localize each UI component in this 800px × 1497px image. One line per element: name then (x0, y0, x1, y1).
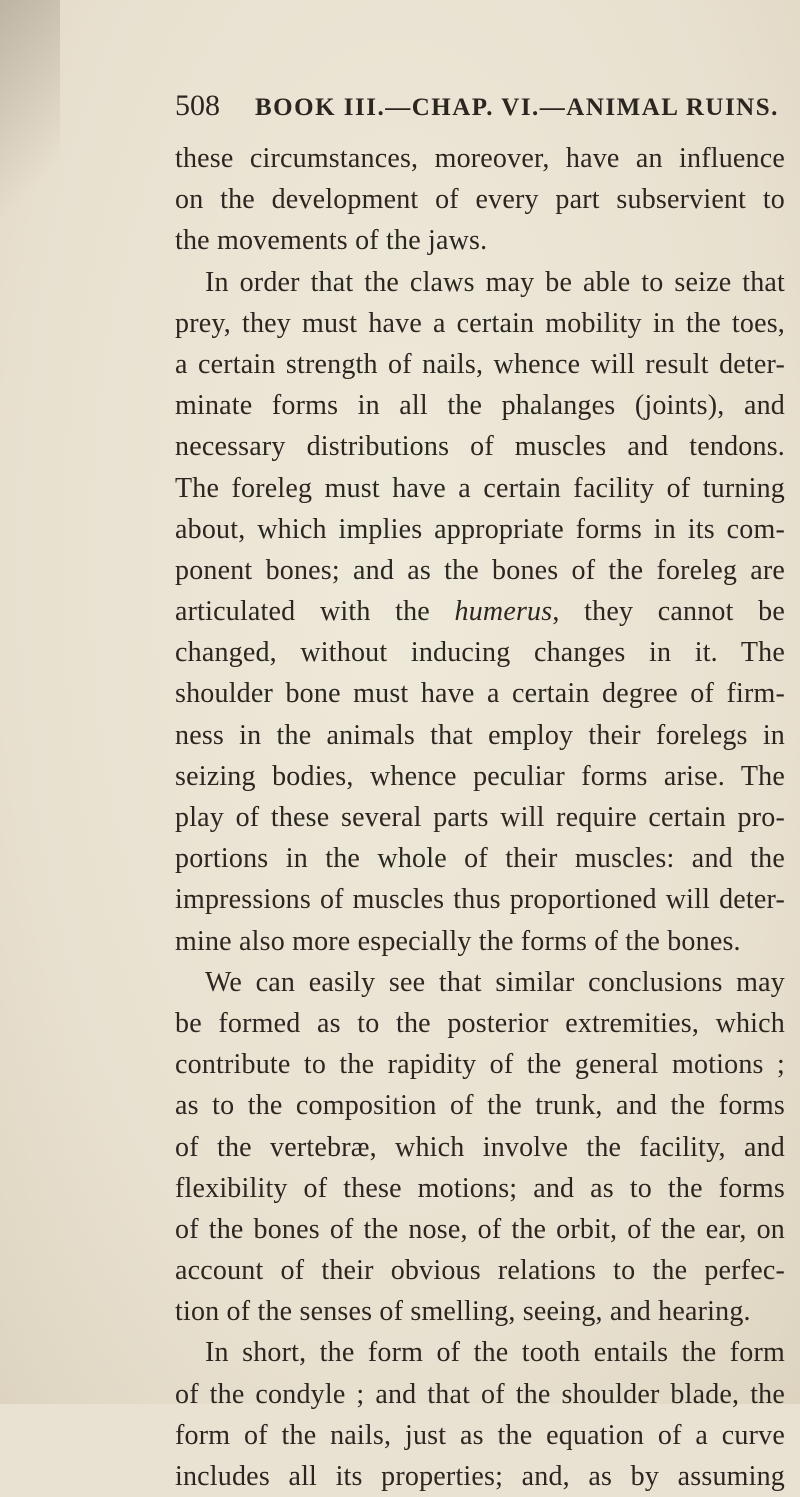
text-line: prey, they must have a certain mobility in the toes, (175, 307, 785, 339)
text-line: form of the nails, just as the equation of a curve (175, 1419, 785, 1451)
text-line: of the vertebræ, which involve the facility, and (175, 1131, 785, 1163)
text-line: In order that the claws may be able to seize that (205, 266, 785, 298)
body-text (175, 138, 785, 1497)
text-line: on the development of every part subservient to (175, 184, 785, 216)
text-line: includes all its properties; and, as by assuming (175, 1461, 785, 1492)
running-head (175, 86, 795, 126)
text-line: seizing bodies, whence peculiar forms arise. The (175, 760, 785, 792)
text-line: mine also more especially the forms of the bones. (175, 925, 741, 957)
text-line: shoulder bone must have a certain degree of firm- (175, 678, 785, 710)
text-line: necessary distributions of muscles and tendons. (175, 431, 785, 463)
italic-term: humerus (454, 596, 553, 628)
text-line: as to the composition of the trunk, and the forms (175, 1090, 785, 1122)
text-line: of the condyle ; and that of the shoulder blade, the (175, 1378, 785, 1410)
text-line: about, which implies appropriate forms in its com- (175, 513, 785, 545)
text-line: account of their obvious relations to the perfec- (175, 1255, 785, 1287)
text-line: articulated with the humerus, they cannot be (175, 596, 785, 628)
text-line: In short, the form of the tooth entails the form (205, 1337, 785, 1369)
text-line: be formed as to the posterior extremities, which (175, 1007, 785, 1039)
text-line: play of these several parts will require certain pro- (175, 802, 785, 833)
page-edge-shadow (0, 0, 60, 260)
text-line: The foreleg must have a certain facility of turning (175, 472, 785, 504)
text-line: a certain strength of nails, whence will result deter- (175, 348, 785, 380)
text-line: impressions of muscles thus proportioned will deter- (175, 884, 785, 916)
text-line: portions in the whole of their muscles: and the (175, 843, 785, 875)
text-line: of the bones of the nose, of the orbit, of the ear, on (175, 1213, 785, 1245)
text-line: tion of the senses of smelling, seeing, and hearing. (175, 1296, 751, 1328)
page-number: 508 (175, 89, 220, 122)
text-line: ness in the animals that employ their forelegs in (175, 719, 785, 751)
text-line: minate forms in all the phalanges (joints), and (175, 390, 785, 422)
text-line: contribute to the rapidity of the general motions ; (175, 1049, 785, 1081)
chapter-heading: BOOK III.—CHAP. VI.—ANIMAL RUINS. (255, 94, 779, 121)
text-line: flexibility of these motions; and as to the forms (175, 1172, 785, 1204)
text-line: ponent bones; and as the bones of the foreleg are (175, 554, 785, 586)
text-line: changed, without inducing changes in it. The (175, 637, 785, 669)
text-line: We can easily see that similar conclusions may (205, 966, 785, 998)
text-line: these circumstances, moreover, have an influence (175, 143, 785, 174)
text-line: the movements of the jaws. (175, 225, 488, 257)
